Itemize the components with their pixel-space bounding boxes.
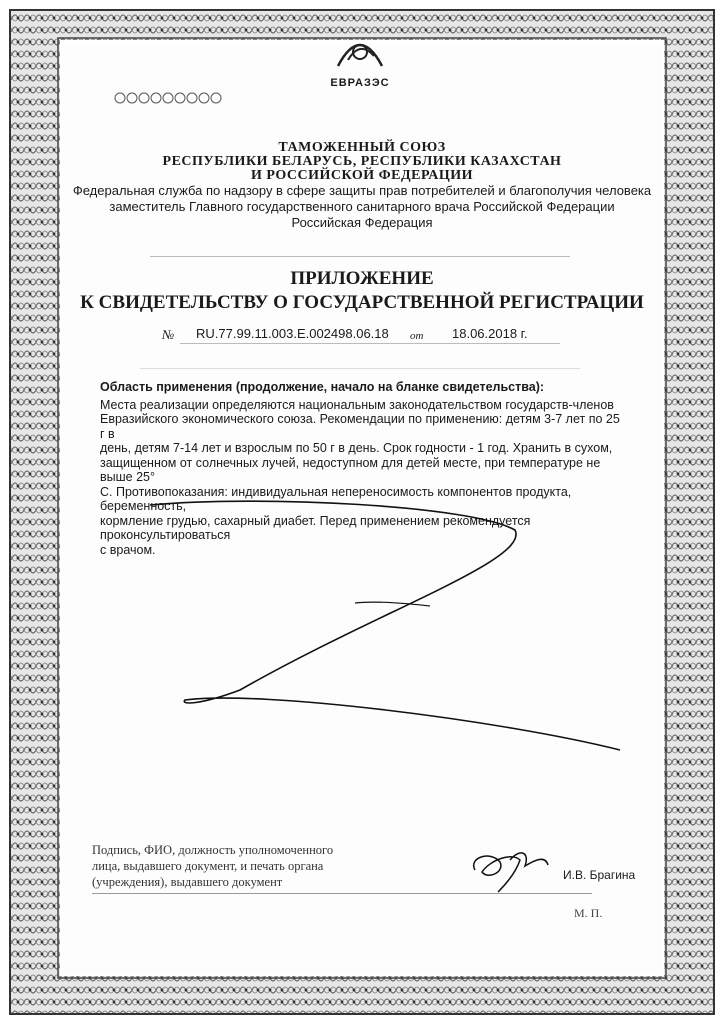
union-line-1: ТАМОЖЕННЫЙ СОЮЗ [278,140,446,155]
registration-date: 18.06.2018 г. [452,326,528,341]
union-line-3: И РОССИЙСКОЙ ФЕДЕРАЦИИ [251,168,473,183]
scope-line: кормление грудью, сахарный диабет. Перед применением рекомендуется проконсультироваться [100,513,531,542]
scope-line: Места реализации определяются национальным законодательством государств-членов [100,397,614,412]
scope-line: день, детям 7-14 лет и взрослым по 50 г в день. Срок годности - 1 год. Хранить в сухом, [100,441,613,455]
union-line-2: РЕСПУБЛИКИ БЕЛАРУСЬ, РЕСПУБЛИКИ КАЗАХСТАН [162,154,562,169]
scope-line: с врачом. [100,542,156,557]
registration-number: RU.77.99.11.003.Е.002498.06.18 [196,326,389,341]
caption-line: лица, выдавшего документ, и печать органа [92,859,324,873]
scope-line: Евразийского экономического союза. Рекомендации по применению: детям 3-7 лет по 25 г в [100,412,620,441]
scope-heading: Область применения (продолжение, начало на бланке свидетельства): [100,380,545,394]
scope-line: защищенном от солнечных лучей, недоступном для детей месте, при температуре не выше 25° [100,455,601,484]
authority-line-3: Российская Федерация [291,215,433,230]
from-label: от [410,330,424,342]
seal-label: М. П. [574,906,603,920]
authority-line-2: заместитель Главного государственного санитарного врача Российской Федерации [109,199,615,214]
authority-line-1: Федеральная служба по надзору в сфере защиты прав потребителей и благополучия человека [72,183,652,198]
title-line-2: К СВИДЕТЕЛЬСТВУ О ГОСУДАРСТВЕННОЙ РЕГИСТРАЦИИ [80,292,644,313]
signer-name: И.В. Брагина [563,868,636,882]
scope-line: С. Противопоказания: индивидуальная непереносимость компонентов продукта, беременность, [100,484,572,513]
caption-line: (учреждения), выдавшего документ [92,875,283,889]
signature-path [474,853,548,892]
title-line-1: ПРИЛОЖЕНИЕ [290,268,434,289]
caption-line: Подпись, ФИО, должность уполномоченного [92,843,334,857]
number-sign: № [162,327,175,342]
logo-text: ЕВРАЗЭС [330,77,390,89]
